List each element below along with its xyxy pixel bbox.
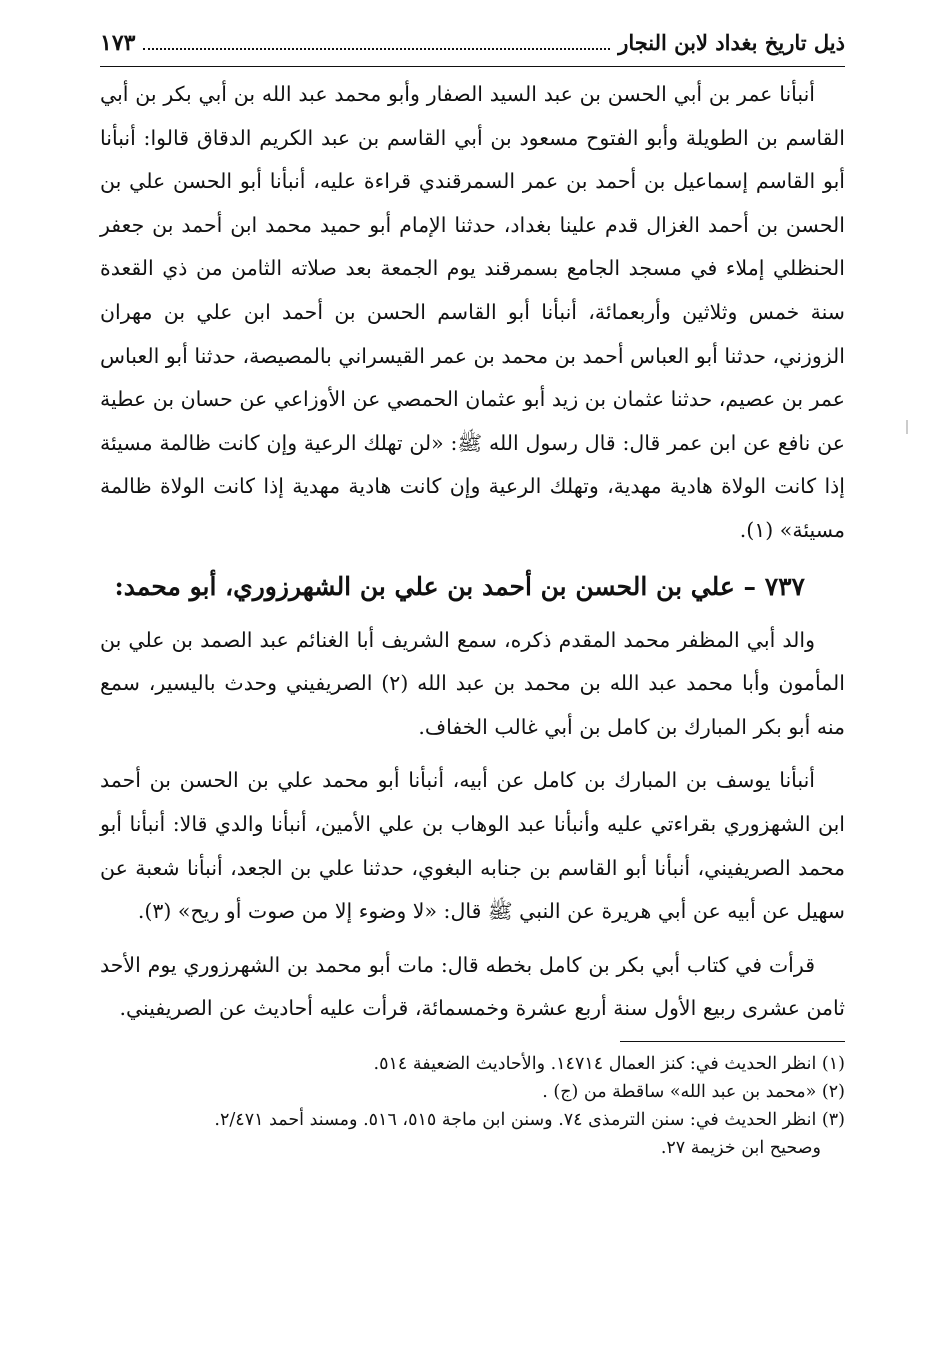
paragraph-hadith-2: أنبأنا يوسف بن المبارك بن كامل عن أبيه، أنبأنا أبو محمد علي بن الحسن بن أحمد ابن الشهزوري بقراءتي عليه وأنبأنا عبد الوهاب بن علي الأمين، أنبأنا والدي قالا: أنبأنا أبو محمد الصريفيني، أنبأنا أبو القاسم بن جنابه البغوي، حدثنا علي بن الجعد، أنبأنا شعبة عن سهيل عن أبيه عن أبي هريرة عن النبي ﷺ قال: «لا وضوء إلا من صوت أو ريح» (٣). xyxy=(100,768,845,924)
leader-dots xyxy=(143,48,610,50)
running-head xyxy=(100,30,845,67)
footnote-3-continuation: وصحيح ابن خزيمة ٢٧. xyxy=(660,1137,821,1158)
scan-mark xyxy=(906,420,908,434)
footnote-1: (١) انظر الحديث في: كنز العمال ١٤٧١٤. والأحاديث الضعيفة ٥١٤. xyxy=(373,1053,845,1074)
paragraph-hadith-1: أنبأنا عمر بن أبي الحسن بن عبد السيد الصفار وأبو محمد عبد الله بن أبي بكر بن أبي القاسم بن الطويلة وأبو الفتوح مسعود بن أبي القاسم بن عبد الكريم الدقاق قالوا: أنبأنا أبو القاسم إسماعيل بن أحمد بن عمر السمرقندي قراءة عليه، أنبأنا أبو الحسن علي بن الحسن بن أحمد الغزال قدم علينا بغداد، حدثنا الإمام أبو حميد محمد ابن أحمد بن جعفر الحنظلي إملاء في مسجد الجامع بسمرقند يوم الجمعة بعد صلاته الثامن من ذي القعدة سنة خمس وثلاثين وأربعمائة، أنبأنا أبو القاسم الحسن بن أحمد ابن علي بن مهران الزوزني، حدثنا أبو العباس أحمد بن محمد بن عمر القيسراني بالمصيصة، حدثنا أبو العباس عمر بن عصيم، حدثنا عثمان بن زيد أبو عثمان الحمصي عن الأوزاعي عن حسان بن عطية عن نافع عن ابن عمر قال: قال رسول الله ﷺ: «لن تهلك الرعية وإن كانت ظالمة مسيئة إذا كانت الولاة هادية مهدية، وتهلك الرعية وإن كانت هادية مهدية إذا كانت الولاة ظالمة مسيئة» (١). xyxy=(100,82,845,542)
paragraph-death-note: قرأت في كتاب أبي بكر بن كامل بخطه قال: مات أبو محمد بن الشهرزوري يوم الأحد ثامن عشرى ربيع الأول سنة أربع عشرة وخمسمائة، قرأت عليه أحاديث عن الصريفيني. xyxy=(100,952,845,1021)
entry-title: ٧٣٧ – علي بن الحسن بن أحمد بن علي بن الشهرزوري، أبو محمد: xyxy=(114,571,805,601)
book-title: ذيل تاريخ بغداد لابن النجار xyxy=(618,30,845,55)
footnote-separator xyxy=(620,1041,845,1042)
footnote-3: (٣) انظر الحديث في: سنن الترمذى ٧٤. وسنن ابن ماجة ٥١٥، ٥١٦. ومسند أحمد ٢/٤٧١. xyxy=(214,1109,845,1130)
paragraph-biography: والد أبي المظفر محمد المقدم ذكره، سمع الشريف أبا الغنائم عبد الصمد بن علي بن المأمون وأبا محمد عبد الله بن محمد بن عبد الله (٢) الصريفيني وحدث باليسير، سمع منه أبو بكر المبارك بن كامل بن أبي غالب الخفاف. xyxy=(100,627,846,739)
page-number: ١٧٣ xyxy=(100,30,136,56)
book-page xyxy=(100,30,845,1340)
footnote-2: (٢) «محمد بن عبد الله» ساقطة من (ج) . xyxy=(542,1081,845,1102)
